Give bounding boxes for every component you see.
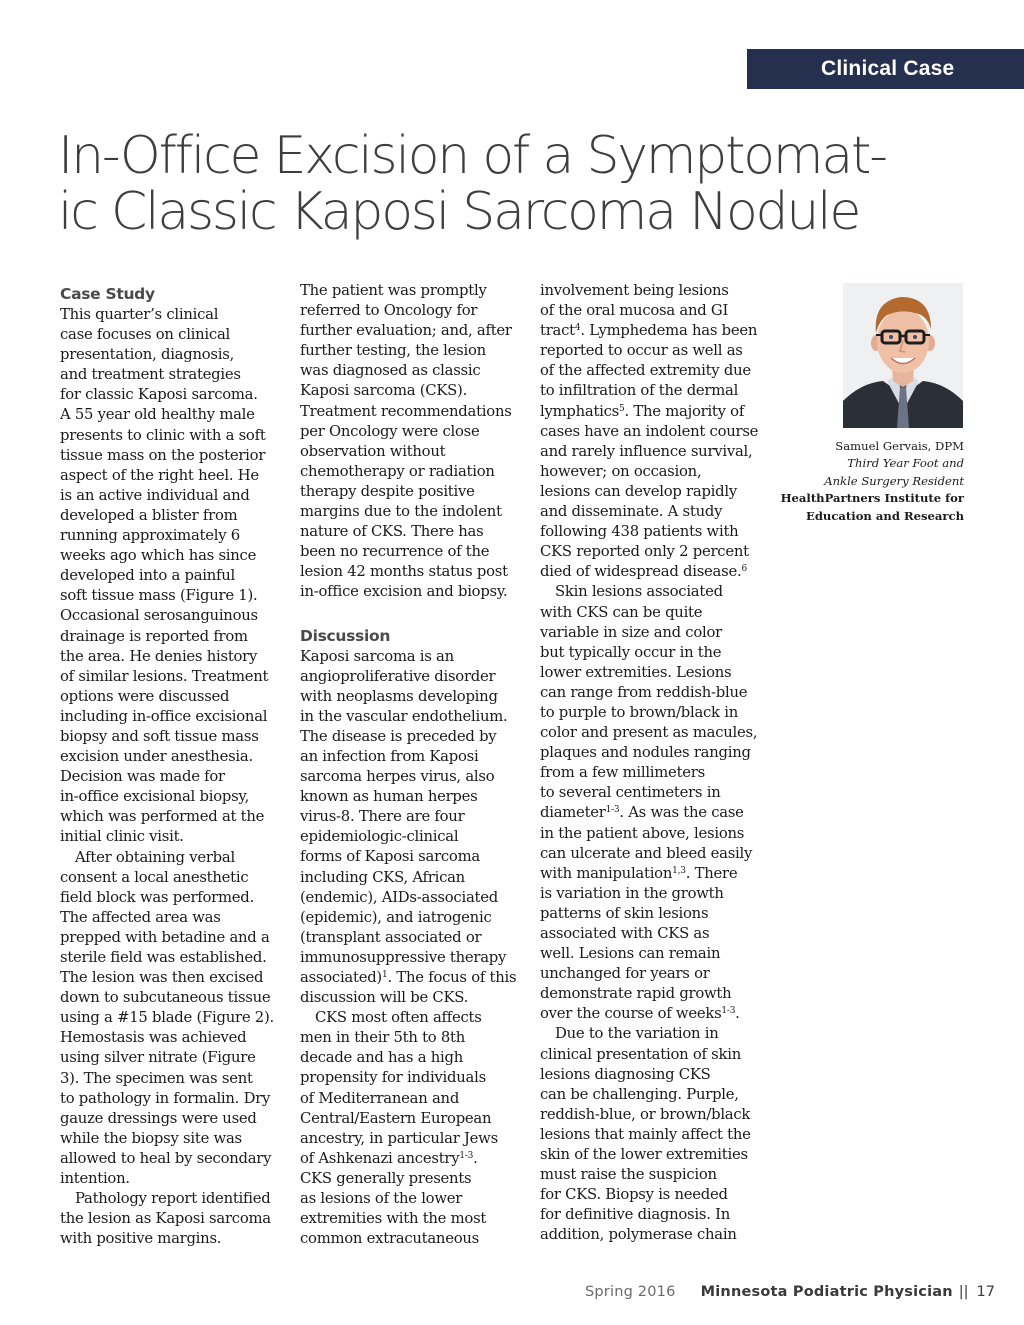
body-line: well. Lesions can remain (540, 945, 721, 963)
body-line: however; on occasion, (540, 462, 702, 480)
body-line: options were discussed (60, 687, 230, 705)
body-line: epidemiologic-clinical (300, 828, 459, 846)
body-line: including in-office excisional (60, 707, 268, 725)
body-line: and disseminate. A study (540, 503, 723, 521)
body-line: field block was performed. (60, 888, 254, 906)
body-line: intention. (60, 1170, 130, 1188)
body-line: propensity for individuals (300, 1069, 486, 1087)
body-line: for classic Kaposi sarcoma. (60, 386, 258, 404)
body-line: initial clinic visit. (60, 828, 184, 846)
body-line: which was performed at the (60, 808, 265, 826)
body-line (540, 803, 772, 823)
body-line: After obtaining verbal (75, 848, 235, 866)
body-line: excision under anesthesia. (60, 748, 253, 766)
body-line: including CKS, African (300, 868, 465, 886)
body-line: developed a blister from (60, 506, 238, 524)
body-line: color and present as macules, (540, 724, 758, 742)
page-footer (585, 1281, 995, 1303)
body-line: (endemic), AIDs-associated (300, 888, 498, 906)
body-line: Kaposi sarcoma (CKS). (300, 382, 468, 400)
author-role-line-2: Ankle Surgery Resident (824, 473, 964, 488)
body-text: of Ashkenazi ancestry (300, 1149, 460, 1167)
body-line: reported to occur as well as (540, 342, 743, 360)
citation: 1-3 (605, 805, 620, 816)
body-line: tissue mass on the posterior (60, 446, 266, 464)
body-line: and treatment strategies (60, 366, 241, 384)
paragraph-gap (300, 603, 532, 623)
author-name: Samuel Gervais, DPM (835, 439, 964, 453)
body-line: plaques and nodules ranging (540, 744, 751, 762)
citation: 1,3 (672, 865, 686, 876)
body-text: . The focus of this (387, 969, 517, 986)
body-line: allowed to heal by secondary (60, 1149, 272, 1167)
citation: 1-3 (459, 1150, 474, 1161)
body-line: chemotherapy or radiation (300, 462, 495, 480)
body-line: further testing, the lesion (300, 342, 486, 360)
body-line: in the vascular endothelium. (300, 707, 508, 725)
body-line: per Oncology were close (300, 422, 480, 440)
body-line: is an active individual and (60, 486, 250, 504)
body-text: . (473, 1149, 478, 1167)
section-badge (747, 49, 1024, 89)
body-line: must raise the suspicion (540, 1166, 717, 1184)
body-line: case focuses on clinical (60, 326, 231, 344)
body-line: nature of CKS. There has (300, 523, 484, 541)
body-line (540, 562, 772, 582)
body-line: is variation in the growth (540, 884, 724, 902)
body-line: with neoplasms developing (300, 687, 498, 705)
body-line: can be challenging. Purple, (540, 1085, 739, 1103)
footer-separator: || (958, 1284, 969, 1300)
body-line: lower extremities. Lesions (540, 663, 732, 681)
body-line: addition, polymerase chain (540, 1226, 737, 1244)
body-line: immunosuppressive therapy (300, 948, 507, 966)
author-role-line-1: Third Year Foot and (847, 456, 964, 471)
body-line: CKS reported only 2 percent (540, 543, 749, 561)
citation: 6 (741, 564, 747, 575)
body-line: Central/Eastern European (300, 1109, 492, 1127)
body-line: can range from reddish-blue (540, 683, 748, 701)
body-line: The disease is preceded by (300, 727, 497, 745)
body-line: margins due to the indolent (300, 503, 502, 521)
title-line-2: ic Classic Kaposi Sarcoma Nodule (58, 182, 860, 242)
body-text: . (735, 1005, 740, 1023)
body-line: reddish-blue, or brown/black (540, 1105, 751, 1123)
body-line: Pathology report identified (75, 1190, 271, 1208)
body-text: over the course of weeks (540, 1005, 722, 1023)
footer-publication: Minnesota Podiatric Physician (700, 1284, 953, 1300)
body-line: CKS most often affects (315, 1009, 482, 1027)
body-line: clinical presentation of skin (540, 1045, 741, 1063)
author-org-line-2: Education and Research (805, 508, 964, 523)
body-line: associated with CKS as (540, 925, 710, 942)
body-line: The affected area was (60, 908, 221, 926)
body-line: biopsy and soft tissue mass (60, 727, 259, 745)
column-3 (540, 281, 772, 1246)
body-line: to infiltration of the dermal (540, 382, 739, 400)
body-line: forms of Kaposi sarcoma (300, 848, 480, 866)
citation: 5 (619, 403, 625, 414)
section-heading-discussion: Discussion (300, 626, 391, 645)
body-line: decade and has a high (300, 1049, 463, 1067)
body-line: for definitive diagnosis. In (540, 1206, 730, 1224)
body-line: (epidemic), and iatrogenic (300, 908, 492, 926)
body-line: sarcoma herpes virus, also (300, 768, 495, 786)
body-line: prepped with betadine and a (60, 928, 270, 946)
body-line: sterile field was established. (60, 949, 267, 966)
author-credit (780, 438, 964, 525)
body-line: involvement being lesions (540, 282, 729, 299)
body-line: in-office excision and biopsy. (300, 583, 508, 601)
body-line: gauze dressings were used (60, 1109, 257, 1127)
body-line: This quarter’s clinical (60, 306, 219, 323)
body-line: of Mediterranean and (300, 1089, 460, 1107)
body-line: unchanged for years or (540, 965, 710, 983)
body-line: to several centimeters in (540, 784, 721, 802)
section-badge-label: Clinical Case (821, 57, 955, 80)
body-line: for CKS. Biopsy is needed (540, 1186, 728, 1204)
body-line: extremities with the most (300, 1210, 487, 1228)
body-line: men in their 5th to 8th (300, 1029, 466, 1047)
body-line: weeks ago which has since (60, 547, 257, 565)
author-portrait-illustration (843, 283, 963, 428)
body-text: lymphatics (540, 402, 620, 420)
body-line: to pathology in formalin. Dry (60, 1089, 271, 1107)
body-line: in-office excisional biopsy, (60, 788, 250, 806)
body-line: The patient was promptly (300, 282, 487, 299)
body-line (300, 1149, 532, 1169)
body-line: from a few millimeters (540, 764, 705, 782)
body-line: an infection from Kaposi (300, 747, 479, 765)
body-line: Occasional serosanguinous (60, 607, 258, 625)
body-line: angioproliferative disorder (300, 667, 496, 685)
body-line: with positive margins. (60, 1230, 222, 1248)
citation: 1-3 (721, 1006, 736, 1017)
body-line: further evaluation; and, after (300, 322, 512, 340)
body-line: of the affected extremity due (540, 362, 751, 380)
column-2 (300, 281, 532, 1249)
body-line: developed into a painful (60, 567, 236, 585)
body-line: A 55 year old healthy male (60, 406, 255, 424)
body-line: Hemostasis was achieved (60, 1029, 247, 1047)
body-text: tract (540, 322, 575, 340)
body-line: lesions that mainly affect the (540, 1125, 751, 1143)
body-line: of similar lesions. Treatment (60, 667, 269, 685)
body-line (300, 968, 532, 988)
body-line: demonstrate rapid growth (540, 985, 732, 1003)
body-line: can ulcerate and bleed easily (540, 844, 753, 862)
page-number: 17 (976, 1284, 995, 1300)
body-line: 3). The specimen was sent (60, 1069, 253, 1087)
body-line: with CKS can be quite (540, 603, 703, 621)
body-line: and rarely influence survival, (540, 442, 753, 460)
body-line: cases have an indolent course (540, 422, 759, 440)
body-line: The lesion was then excised (60, 969, 264, 987)
body-line: common extracutaneous (300, 1230, 479, 1248)
body-line: down to subcutaneous tissue (60, 989, 271, 1007)
citation: 1 (381, 970, 388, 980)
footer-issue: Spring 2016 (585, 1284, 676, 1300)
body-line: soft tissue mass (Figure 1). (60, 587, 258, 605)
body-line: discussion will be CKS. (300, 989, 469, 1007)
body-text: associated) (300, 969, 382, 986)
article-title (58, 128, 988, 240)
body-line: known as human herpes (300, 788, 478, 806)
body-line (540, 864, 772, 884)
body-line: as lesions of the lower (300, 1190, 463, 1208)
body-line: observation without (300, 442, 446, 460)
body-line: lesion 42 months status post (300, 563, 508, 581)
body-line: following 438 patients with (540, 523, 739, 541)
body-text: . As was the case (619, 804, 744, 822)
body-line: referred to Oncology for (300, 302, 478, 320)
body-line: the lesion as Kaposi sarcoma (60, 1210, 271, 1228)
body-text: died of widespread disease. (540, 563, 742, 581)
author-org-line-1: HealthPartners Institute for (780, 491, 964, 506)
body-text: . There (685, 864, 738, 882)
body-line: Skin lesions associated (555, 583, 723, 601)
body-line: Kaposi sarcoma is an (300, 647, 454, 665)
section-heading-case-study: Case Study (60, 285, 155, 303)
body-line: Due to the variation in (555, 1025, 719, 1043)
body-line: ancestry, in particular Jews (300, 1129, 498, 1147)
body-line: drainage is reported from (60, 627, 248, 645)
body-line: Treatment recommendations (300, 402, 512, 420)
body-line (540, 1004, 772, 1024)
body-text: with manipulation (540, 864, 673, 882)
body-line: using silver nitrate (Figure (60, 1049, 256, 1067)
body-line: but typically occur in the (540, 643, 722, 661)
body-line: been no recurrence of the (300, 543, 490, 561)
body-line: running approximately 6 (60, 527, 240, 545)
body-line: in the patient above, lesions (540, 824, 745, 842)
body-line: skin of the lower extremities (540, 1146, 748, 1164)
body-text: diameter (540, 804, 606, 822)
body-text: . Lymphedema has been (580, 322, 758, 340)
body-line: lesions can develop rapidly (540, 482, 737, 500)
body-line: therapy despite positive (300, 482, 475, 500)
title-line-1: In-Office Excision of a Symptomat- (58, 126, 886, 186)
body-line: while the biopsy site was (60, 1129, 242, 1147)
citation: 4 (574, 323, 581, 334)
body-line: lesions diagnosing CKS (540, 1065, 711, 1083)
body-line: patterns of skin lesions (540, 904, 709, 922)
body-line: virus-8. There are four (300, 808, 465, 826)
body-text: . The majority of (624, 402, 745, 420)
body-line: consent a local anesthetic (60, 868, 249, 886)
body-line: Decision was made for (60, 768, 225, 786)
body-line: was diagnosed as classic (300, 362, 481, 380)
body-line (540, 402, 772, 422)
author-photo (843, 283, 963, 428)
body-line: to purple to brown/black in (540, 703, 738, 721)
body-line: presents to clinic with a soft (60, 426, 266, 444)
body-line: variable in size and color (540, 623, 722, 641)
body-line: presentation, diagnosis, (60, 346, 235, 364)
body-line: (transplant associated or (300, 928, 482, 946)
body-line: of the oral mucosa and GI (540, 302, 729, 320)
body-line: the area. He denies history (60, 647, 258, 665)
column-1 (60, 281, 292, 1249)
body-line: aspect of the right heel. He (60, 466, 259, 484)
body-line: CKS generally presents (300, 1169, 472, 1187)
body-line: using a #15 blade (Figure 2). (60, 1009, 274, 1027)
body-line (540, 321, 772, 341)
